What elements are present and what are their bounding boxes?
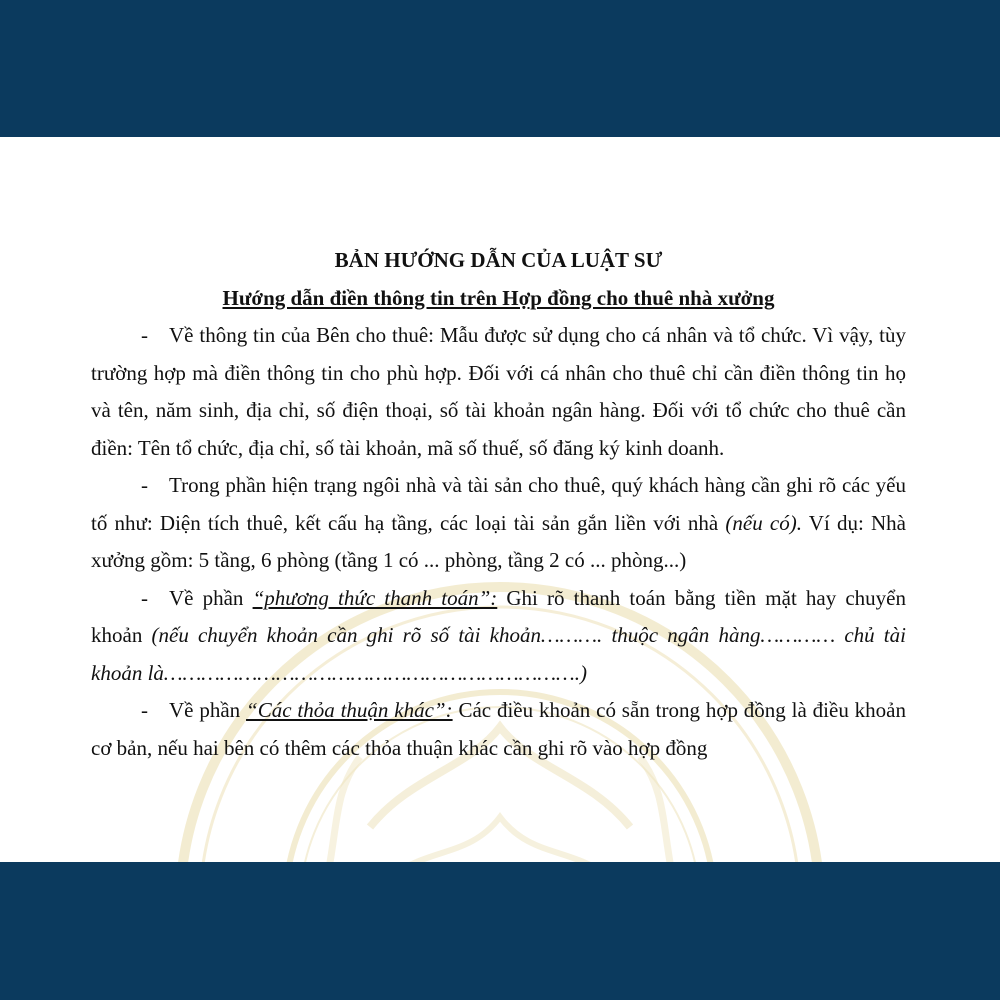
document-subtitle: Hướng dẫn điền thông tin trên Hợp đồng cho thuê nhà xưởng xyxy=(222,286,775,310)
document-page xyxy=(0,137,1000,862)
top-frame-band xyxy=(0,0,1000,137)
bullet-dash: - xyxy=(141,698,148,722)
paragraph-italic-note: (nếu có). xyxy=(725,510,802,535)
paragraph-lead: Về phần xyxy=(169,698,247,722)
paragraph-text: Trong phần hiện trạng ngôi nhà và tài sản cho thuê, quý khách hàng cần ghi rõ các yếu tố như: Diện tích thuê, kết cấu hạ tầng, các loại tài sản gắn liền với nhà xyxy=(91,473,906,535)
paragraph-text: Về thông tin của Bên cho thuê: Mẫu được sử dụng cho cá nhân và tổ chức. Vì vậy, tùy trường hợp mà điền thông tin cho phù hợp. Đối với cá nhân cho thuê chỉ cần điền thông tin họ và tên, năm sinh, địa chỉ, số điện thoại, số tài khoản ngân hàng. Đối với tổ chức cho thuê cần điền: Tên tổ chức, địa chỉ, số tài khoản, mã số thuế, số đăng ký kinh doanh. xyxy=(91,323,906,460)
paragraph-other-agreements xyxy=(91,692,906,767)
paragraph-text: Ghi rõ thanh toán bằng tiền mặt hay chuyển khoản xyxy=(91,585,906,647)
paragraph-section-reference: “Các thỏa thuận khác”: xyxy=(246,698,453,722)
paragraph-payment-method xyxy=(91,580,906,693)
bottom-frame-band xyxy=(0,862,1000,1000)
bullet-dash: - xyxy=(141,585,148,610)
paragraph-text-continued: Ví dụ: Nhà xưởng gồm: 5 tầng, 6 phòng (tầng 1 có ... phòng, tầng 2 có ... phòng...) xyxy=(91,510,906,572)
bullet-dash: - xyxy=(141,473,148,497)
paragraph-seller-info xyxy=(91,317,906,467)
paragraph-text: Các điều khoản có sẵn trong hợp đồng là điều khoản cơ bản, nếu hai bên có thêm các thỏa thuận khác cần ghi rõ vào hợp đồng xyxy=(91,698,906,760)
bullet-dash: - xyxy=(141,323,148,347)
paragraph-section-reference: “phương thức thanh toán”: xyxy=(252,585,498,610)
paragraph-property-condition xyxy=(91,467,906,580)
document-title: BẢN HƯỚNG DẪN CỦA LUẬT SƯ xyxy=(334,248,663,272)
paragraph-lead: Về phần xyxy=(169,585,253,610)
paragraph-italic-note: (nếu chuyển khoản cần ghi rõ số tài khoản………. thuộc ngân hàng………… chủ tài khoản là………………………………………………………….) xyxy=(91,623,906,685)
document-body xyxy=(91,241,906,767)
